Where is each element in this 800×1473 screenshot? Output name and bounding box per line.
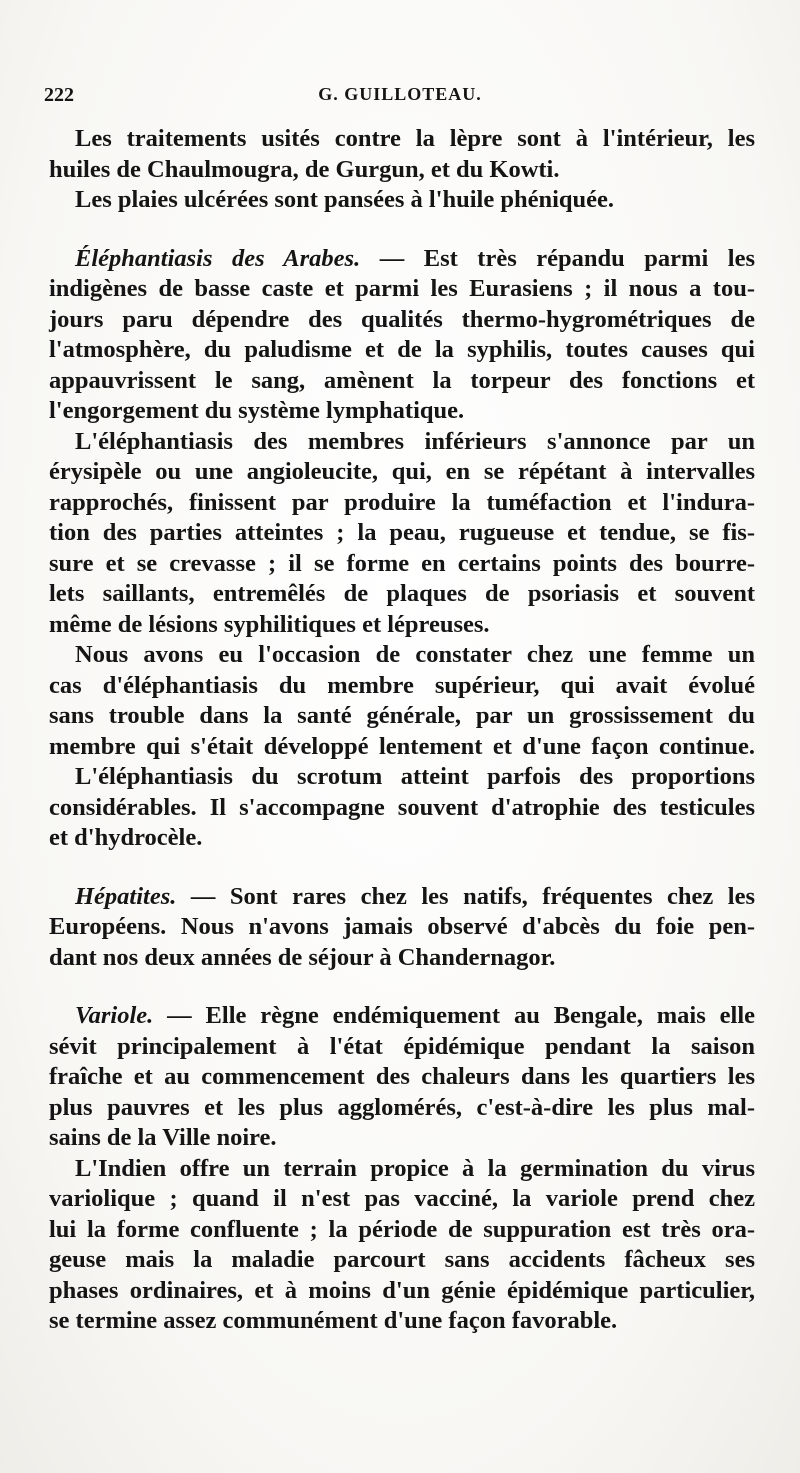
paragraph [49,1154,755,1337]
page-number: 222 [44,84,74,106]
section-variole [49,1001,755,1154]
text-line: lui la forme confluente ; la période de suppuration est très ora- [49,1215,755,1243]
text-line: fraîche et au commencement des chaleurs dans les quartiers les [49,1063,755,1090]
text-line: Européens. Nous n'avons jamais observé d'abcès du foie pen- [49,913,755,940]
text-line: dant nos deux années de séjour à Chandernagor. [49,943,556,971]
text-line [49,244,755,275]
text-line: et d'hydrocèle. [49,824,203,851]
section-hepatites [49,882,755,974]
text-line: geuse mais la maladie parcourt sans accidents fâcheux ses [49,1246,755,1273]
running-head [44,84,756,114]
text-line: L'Indien offre un terrain propice à la germination du virus [75,1154,755,1182]
heading-continuation: — Elle règne endémiquement au Bengale, mais elle [153,1002,755,1029]
text-line: plus pauvres et les plus agglomérés, c'est-à-dire les plus mal- [49,1093,755,1121]
section-heading: Hépatites. [75,882,177,910]
text-line: tion des parties atteintes ; la peau, rugueuse et tendue, se fis- [49,519,755,546]
text-line: se termine assez communément d'une façon favorable. [49,1307,618,1334]
text-line: Nous avons eu l'occasion de constater chez une femme un [75,641,755,668]
section-heading: Éléphantiasis des Arabes. [75,244,361,272]
text-line: phases ordinaires, et à moins d'un génie épidémique particulier, [49,1276,755,1304]
paragraph [49,762,755,854]
paragraph [49,185,755,216]
text-line: Les traitements usités contre la lèpre sont à l'intérieur, les [75,125,755,152]
text-line: considérables. Il s'accompagne souvent d'atrophie des testicules [49,793,755,821]
text-line: jours paru dépendre des qualités thermo-hygrométriques de [49,305,755,333]
heading-continuation: — Sont rares chez les natifs, fréquentes chez les [176,882,755,910]
text-line: sains de la Ville noire. [49,1124,277,1151]
text-line: l'atmosphère, du paludisme et de la syphilis, toutes causes qui [49,336,755,363]
section-gap [49,854,755,882]
text-line: l'engorgement du système lymphatique. [49,397,465,424]
section-gap [49,216,755,244]
heading-continuation: — Est très répandu parmi les [360,244,755,272]
text-line: membre qui s'était développé lentement et d'une façon continue. [49,732,755,760]
paragraph [49,640,755,762]
text-line [49,1001,755,1032]
text-line: appauvrissent le sang, amènent la torpeur des fonctions et [49,366,755,394]
text-line: variolique ; quand il n'est pas vacciné, la variole prend chez [49,1185,755,1212]
running-title-author: G. GUILLOTEAU. [318,84,482,104]
text-line: L'éléphantiasis des membres inférieurs s'annonce par un [75,427,755,455]
paragraph [49,124,755,185]
text-line: cas d'éléphantiasis du membre supérieur, qui avait évolué [49,671,755,699]
text-line: sure et se crevasse ; il se forme en certains points des bourre- [49,549,755,577]
text-line: Les plaies ulcérées sont pansées à l'huile phéniquée. [75,186,615,213]
text-line: même de lésions syphilitiques et lépreuses. [49,610,490,638]
text-line: lets saillants, entremêlés de plaques de psoriasis et souvent [49,580,755,607]
text-line: L'éléphantiasis du scrotum atteint parfois des proportions [75,763,755,790]
body-text [49,124,755,1337]
text-line [49,882,755,913]
text-line: érysipèle ou une angioleucite, qui, en se répétant à intervalles [49,458,755,485]
text-line: huiles de Chaulmougra, de Gurgun, et du Kowti. [49,155,560,183]
text-line: sans trouble dans la santé générale, par un grossissement du [49,702,755,729]
text-line: rapprochés, finissent par produire la tuméfaction et l'indura- [49,488,755,516]
section-gap [49,973,755,1001]
text-line: sévit principalement à l'état épidémique pendant la saison [49,1032,755,1060]
section-heading: Variole. [75,1002,154,1029]
paragraph [49,427,755,641]
section-elephantiasis [49,244,755,427]
text-line: indigènes de basse caste et parmi les Eurasiens ; il nous a tou- [49,275,755,302]
